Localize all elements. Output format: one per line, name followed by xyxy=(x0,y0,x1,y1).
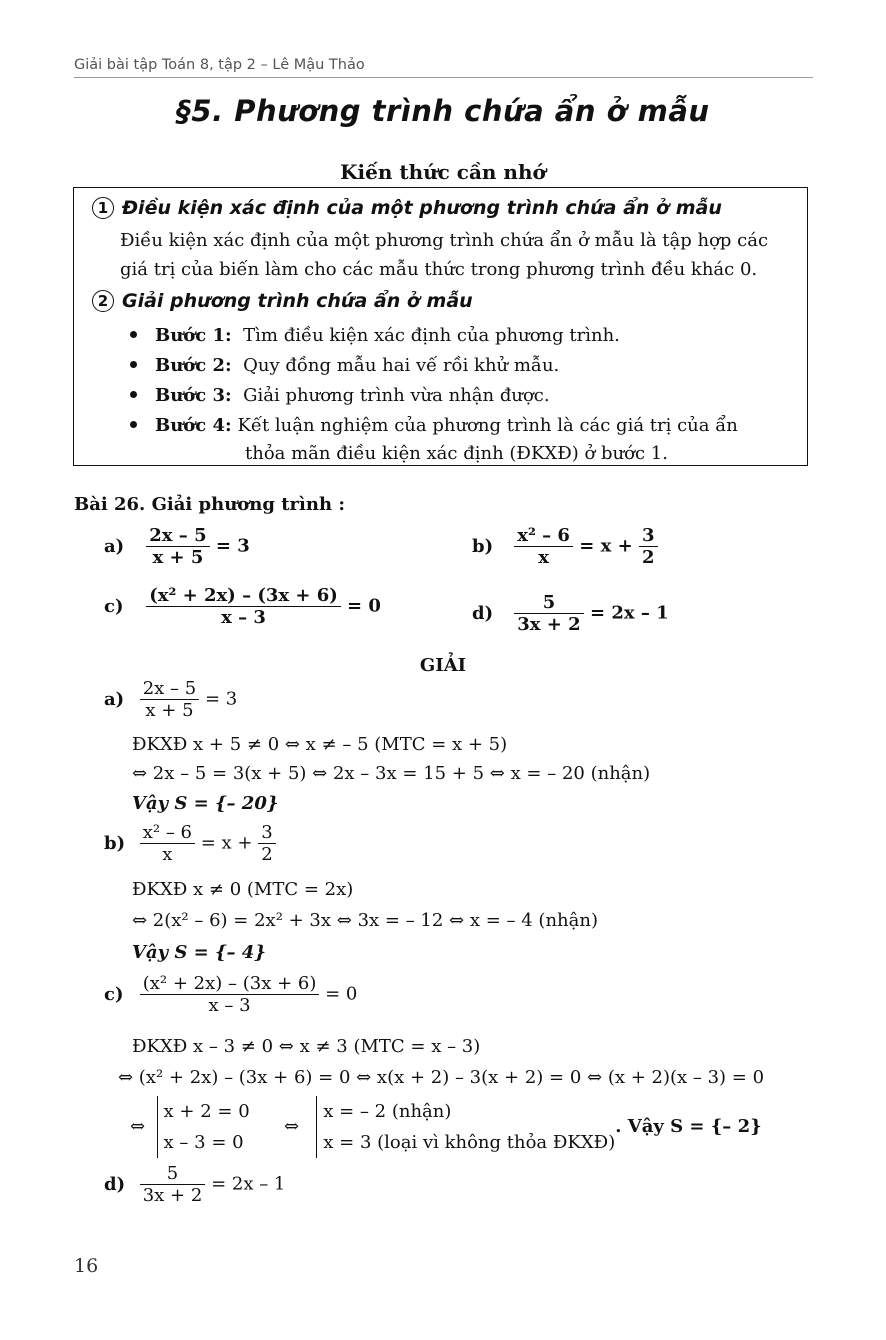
solution-a-steps: ⇔ 2x – 5 = 3(x + 5) ⇔ 2x – 3x = 15 + 5 ⇔ x = – 20 (nhận) xyxy=(132,763,651,784)
problem-c xyxy=(104,585,381,628)
rhs: = 3 xyxy=(215,535,250,557)
equals: = x + xyxy=(579,535,633,557)
numerator: x² – 6 xyxy=(517,525,570,546)
label-d: d) xyxy=(472,602,494,624)
label-d: d) xyxy=(104,1173,126,1195)
denominator: x + 5 xyxy=(140,699,200,721)
label-c: c) xyxy=(104,983,124,1005)
rhs: = 0 xyxy=(325,983,358,1005)
solution-a-conclusion: Vậy S = {– 20} xyxy=(132,793,279,814)
item-1-line-2: giá trị của biến làm cho các mẫu thức trong phương trình đều khác 0. xyxy=(120,259,758,280)
solution-d-equation xyxy=(104,1163,285,1206)
solution-b-conclusion: Vậy S = {– 4} xyxy=(132,942,266,963)
bullet-icon xyxy=(130,421,137,428)
solution-b-equation xyxy=(104,822,276,865)
fraction xyxy=(146,585,340,628)
step-4-continuation: thỏa mãn điều kiện xác định (ĐKXĐ) ở bước 1. xyxy=(245,443,668,464)
numerator: 3 xyxy=(261,822,273,843)
solution-a-condition: ĐKXĐ x + 5 ≠ 0 ⇔ x ≠ – 5 (MTC = x + 5) xyxy=(132,734,508,755)
solution-c-equation xyxy=(104,973,357,1016)
step-text: Giải phương trình vừa nhận được. xyxy=(243,385,550,406)
bullet-icon xyxy=(130,391,137,398)
system-line: x – 3 = 0 xyxy=(163,1132,244,1153)
numerator: (x² + 2x) – (3x + 6) xyxy=(142,973,317,994)
problem-b xyxy=(472,525,658,568)
denominator: x xyxy=(514,546,573,568)
numerator: 2x – 5 xyxy=(149,525,207,546)
label-a: a) xyxy=(104,535,125,557)
step-item xyxy=(130,355,559,376)
denominator: 3x + 2 xyxy=(514,613,583,635)
system-bracket xyxy=(316,1096,615,1158)
step-label: Bước 1: xyxy=(155,325,232,346)
fraction xyxy=(514,592,583,635)
fraction xyxy=(258,822,275,865)
numerator: (x² + 2x) – (3x + 6) xyxy=(149,585,338,606)
header-rule xyxy=(74,77,813,78)
step-label: Bước 2: xyxy=(155,355,232,376)
numerator: 5 xyxy=(166,1163,179,1184)
equivalence: ⇔ xyxy=(284,1116,300,1137)
denominator: x – 3 xyxy=(146,606,340,628)
fraction xyxy=(146,525,209,568)
equivalence: ⇔ xyxy=(130,1116,146,1137)
system-bracket xyxy=(157,1096,250,1158)
numerator: 5 xyxy=(542,592,556,613)
solution-b-steps: ⇔ 2(x² – 6) = 2x² + 3x ⇔ 3x = – 12 ⇔ x = – 4 (nhận) xyxy=(132,910,598,931)
rhs: = 3 xyxy=(204,688,238,710)
item-1-title: Điều kiện xác định của một phương trình chứa ẩn ở mẫu xyxy=(122,197,722,219)
circled-number-1: 1 xyxy=(92,197,114,219)
denominator: 2 xyxy=(258,843,275,865)
section-title: §5. Phương trình chứa ẩn ở mẫu xyxy=(176,94,710,128)
running-header: Giải bài tập Toán 8, tập 2 – Lê Mậu Thảo xyxy=(74,57,365,73)
label-a: a) xyxy=(104,688,125,710)
step-item xyxy=(130,385,550,406)
problem-a xyxy=(104,525,250,568)
solution-c-conclusion: . Vậy S = {– 2} xyxy=(615,1116,762,1137)
solution-b-condition: ĐKXĐ x ≠ 0 (MTC = 2x) xyxy=(132,879,354,900)
circled-number-2: 2 xyxy=(92,290,114,312)
denominator: 2 xyxy=(639,546,658,568)
denominator: x xyxy=(140,843,195,865)
system-line: x + 2 = 0 xyxy=(163,1101,250,1122)
exercise-title: Bài 26. Giải phương trình : xyxy=(74,494,345,515)
numerator: 3 xyxy=(641,525,655,546)
solution-c-condition: ĐKXĐ x – 3 ≠ 0 ⇔ x ≠ 3 (MTC = x – 3) xyxy=(132,1036,481,1057)
numerator: 2x – 5 xyxy=(142,678,197,699)
bullet-icon xyxy=(130,331,137,338)
bullet-icon xyxy=(130,361,137,368)
system-line: x = – 2 (nhận) xyxy=(323,1101,452,1122)
step-text: Tìm điều kiện xác định của phương trình. xyxy=(243,325,620,346)
step-label: Bước 4: xyxy=(155,415,232,436)
item-1-line-1: Điều kiện xác định của một phương trình chứa ẩn ở mẫu là tập hợp các xyxy=(120,230,769,251)
knowledge-heading: Kiến thức cần nhớ xyxy=(340,160,546,184)
label-b: b) xyxy=(104,832,126,854)
step-text: Quy đồng mẫu hai vế rồi khử mẫu. xyxy=(243,355,560,376)
step-item xyxy=(130,415,738,436)
fraction xyxy=(140,973,320,1016)
system-line: x = 3 (loại vì không thỏa ĐKXĐ) xyxy=(323,1132,616,1153)
solution-c-steps: ⇔ (x² + 2x) – (3x + 6) = 0 ⇔ x(x + 2) – 3(x + 2) = 0 ⇔ (x + 2)(x – 3) = 0 xyxy=(118,1067,765,1088)
fraction xyxy=(514,525,573,568)
label-c: c) xyxy=(104,595,124,617)
fraction xyxy=(140,1163,206,1206)
denominator: x – 3 xyxy=(140,994,320,1016)
step-label: Bước 3: xyxy=(155,385,232,406)
fraction xyxy=(140,822,195,865)
solution-a-equation xyxy=(104,678,237,721)
equals: = x + xyxy=(200,832,253,854)
page-number: 16 xyxy=(74,1255,99,1277)
step-text: Kết luận nghiệm của phương trình là các giá trị của ẩn xyxy=(237,415,738,436)
item-2-title: Giải phương trình chứa ẩn ở mẫu xyxy=(122,290,473,312)
knowledge-item-2 xyxy=(92,290,473,312)
rhs: = 2x – 1 xyxy=(211,1173,286,1195)
denominator: 3x + 2 xyxy=(140,1184,206,1206)
denominator: x + 5 xyxy=(146,546,209,568)
numerator: x² – 6 xyxy=(142,822,192,843)
rhs: = 2x – 1 xyxy=(589,602,669,624)
fraction xyxy=(639,525,658,568)
knowledge-item-1 xyxy=(92,197,722,219)
fraction xyxy=(140,678,200,721)
step-item xyxy=(130,325,620,346)
solution-heading: GIẢI xyxy=(419,655,467,676)
rhs: = 0 xyxy=(347,595,381,617)
problem-d xyxy=(472,592,669,635)
solution-c-systems xyxy=(130,1096,762,1158)
label-b: b) xyxy=(472,535,494,557)
